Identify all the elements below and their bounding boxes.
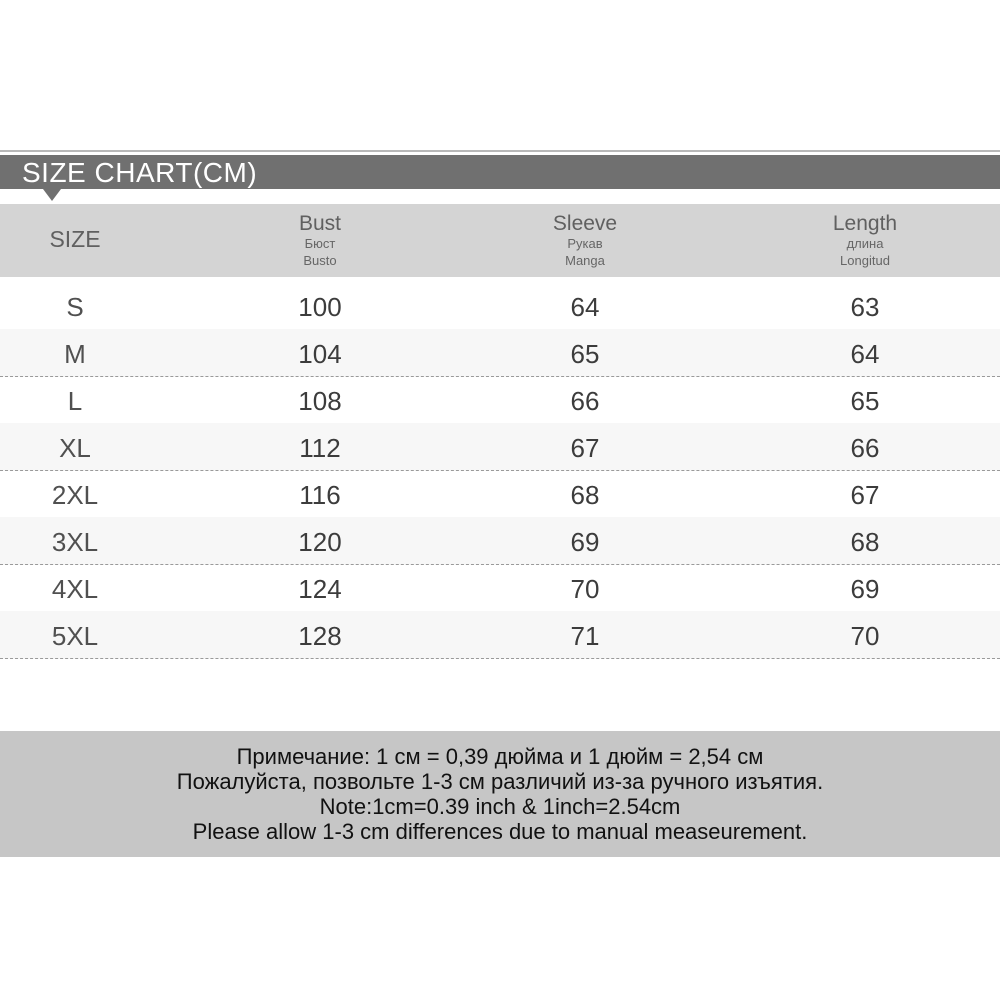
size-cell: XL: [59, 433, 91, 463]
header-size: SIZE: [49, 226, 101, 252]
table-row: [0, 517, 1000, 565]
bust-cell: 124: [298, 574, 342, 604]
size-cell: M: [64, 339, 86, 369]
header-sleeve-en: Sleeve: [552, 212, 618, 235]
length-cell: 67: [850, 480, 880, 510]
bust-cell: 104: [298, 339, 342, 369]
notes-panel: [0, 731, 1000, 857]
table-row: [0, 282, 1000, 330]
note-line: Примечание: 1 см = 0,39 дюйма и 1 дюйм = 2,54 см: [236, 744, 764, 769]
length-cell: 64: [850, 339, 880, 369]
bust-cell: 108: [298, 386, 342, 416]
table-row: [0, 470, 1000, 518]
bust-cell: 116: [299, 480, 341, 510]
header-bust-es: Busto: [303, 253, 337, 268]
sleeve-cell: 68: [570, 480, 600, 510]
sleeve-cell: 66: [570, 386, 600, 416]
header-length: [790, 204, 940, 277]
sleeve-cell: 70: [570, 574, 600, 604]
header-sleeve: [510, 204, 660, 277]
size-cell: 2XL: [51, 480, 99, 510]
length-cell: 70: [850, 621, 880, 651]
size-cell: 3XL: [51, 527, 99, 557]
header-bust-en: Bust: [298, 212, 342, 235]
length-cell: 65: [850, 386, 880, 416]
bust-cell: 120: [298, 527, 342, 557]
header-sleeve-es: Manga: [565, 253, 605, 268]
sleeve-cell: 69: [570, 527, 600, 557]
chart-title: SIZE CHART(CM): [22, 157, 258, 188]
header-length-ru: длина: [846, 236, 884, 251]
table-row: [0, 376, 1000, 424]
length-cell: 68: [850, 527, 880, 557]
length-cell: 63: [850, 292, 880, 322]
length-cell: 69: [850, 574, 880, 604]
sleeve-cell: 64: [570, 292, 600, 322]
table-row: [0, 611, 1000, 659]
size-cell: 5XL: [51, 621, 99, 651]
header-length-es: Longitud: [840, 253, 890, 268]
note-line: Note:1cm=0.39 inch & 1inch=2.54cm: [319, 794, 681, 819]
note-line: Please allow 1-3 cm differences due to manual measeurement.: [192, 819, 808, 844]
length-cell: 66: [850, 433, 880, 463]
header-sleeve-ru: Рукав: [567, 236, 603, 251]
bust-cell: 112: [299, 433, 341, 463]
bust-cell: 100: [298, 292, 342, 322]
table-row: [0, 329, 1000, 377]
note-line: Пожалуйста, позвольте 1-3 см различий из-за ручного изъятия.: [176, 769, 824, 794]
header-length-en: Length: [832, 212, 898, 235]
bust-cell: 128: [298, 621, 342, 651]
table-header: [0, 204, 1000, 277]
size-cell: L: [67, 386, 83, 416]
top-divider: [0, 150, 1000, 152]
header-bust: [245, 204, 395, 277]
table-row: [0, 423, 1000, 471]
header-bust-ru: Бюст: [304, 236, 336, 251]
sleeve-cell: 71: [570, 621, 600, 651]
table-row: [0, 564, 1000, 612]
title-pointer-icon: [43, 189, 61, 201]
sleeve-cell: 65: [570, 339, 600, 369]
size-cell: 4XL: [51, 574, 99, 604]
size-cell: S: [66, 292, 84, 322]
sleeve-cell: 67: [570, 433, 600, 463]
